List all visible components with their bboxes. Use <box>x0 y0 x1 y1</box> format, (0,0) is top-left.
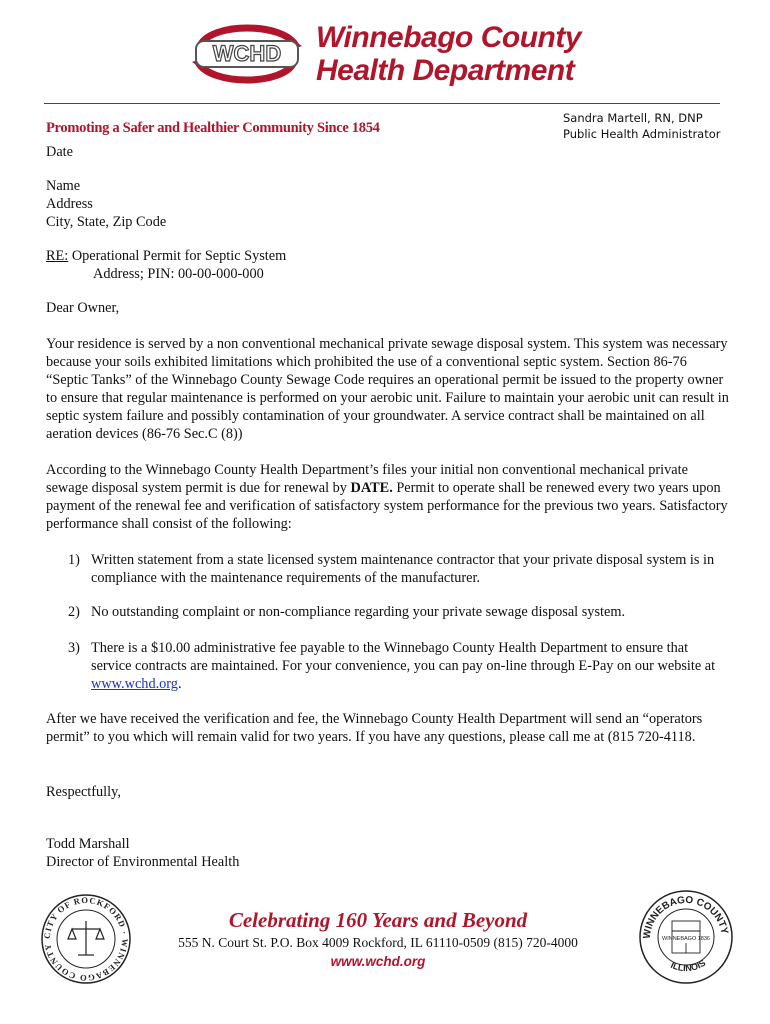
recipient-name: Name <box>46 178 81 194</box>
paragraph-1: Your residence is served by a non conventional mechanical private sewage disposal system. This system was necessary because your soils exhibited limitations which prohibited the use of a conventional septic system. Section 86-76 “Septic Tanks” of the Winnebago County Sewage Code requires an operational permit be issued to the property owner to ensure that regular maintenance is performed on your aerobic unit. Failure to maintain your aerobic unit can result in septic system failure and possibly contamination of your groundwater. A service contract shall be maintained on all aeration devices (86-76 Sec.C (8)) <box>46 336 729 442</box>
list-text: Written statement from a state licensed system maintenance contractor that your private disposal system is in compliance with the maintenance requirements of the manufacturer. <box>91 552 715 586</box>
footer-address: 555 N. Court St. P.O. Box 4009 Rockford, IL 61110-0509 (815) 720-4000 <box>178 935 578 950</box>
list-text-wrap <box>91 639 731 693</box>
list-number: 1) <box>68 552 80 568</box>
seal-right-top-text: WINNEBAGO COUNTY <box>641 894 730 940</box>
recipient-address: Address <box>46 196 93 212</box>
list-text: No outstanding complaint or non-compliance regarding your private sewage disposal system. <box>91 604 626 620</box>
closing: Respectfully, <box>46 784 121 800</box>
administrator-name: Sandra Martell, RN, DNP <box>563 111 703 125</box>
paragraph-2-text-a: According to the Winnebago County Health Department’s files your initial non conventional mechanical private sewage disposal system permit is due for renewal by <box>46 462 688 496</box>
signer-name: Todd Marshall <box>46 836 130 852</box>
paragraph-2 <box>46 461 730 533</box>
wchd-logo <box>186 16 308 90</box>
subject-line <box>46 247 730 265</box>
scales-icon <box>68 921 104 955</box>
letter-date: Date <box>46 144 73 160</box>
seal-right-bottom-text: ILLINOIS <box>669 957 708 974</box>
paragraph-2-text-b: Permit to operate shall be renewed every two years upon payment of the renewal fee and verification of satisfactory system performance for the previous two years. Satisfactory performance shall consist of the following: <box>46 480 728 532</box>
greeting: Dear Owner, <box>46 300 120 316</box>
header-divider <box>44 103 720 104</box>
org-name-line2: Health Department <box>316 54 575 87</box>
logo-text: WCHD <box>212 41 282 66</box>
org-name-line1: Winnebago County <box>316 21 582 54</box>
list-number: 2) <box>68 604 80 620</box>
renewal-date: DATE. <box>350 480 393 496</box>
rockford-seal <box>40 893 132 985</box>
list-number: 3) <box>68 640 80 656</box>
subject-text: Operational Permit for Septic System <box>68 248 287 264</box>
paragraph-3: After we have received the verification and fee, the Winnebago County Health Department will send an “operators permit” to you which will remain valid for two years. If you have any questions, please call me at (815 720-4118. <box>46 711 703 745</box>
list-text-end: . <box>177 676 182 692</box>
signer-title: Director of Environmental Health <box>46 854 240 870</box>
svg-text:ILLINOIS <box>669 958 707 974</box>
website-link[interactable]: www.wchd.org <box>91 676 178 692</box>
seal-right-center-text: WINNEBAGO 1836 <box>662 936 710 942</box>
subject-address: Address; PIN: 00-00-000-000 <box>93 266 264 282</box>
footer-website[interactable]: www.wchd.org <box>330 954 426 969</box>
seal-left-text: CITY OF ROCKFORD · WINNEBAGO COUNTY <box>41 894 131 984</box>
svg-text:WINNEBAGO COUNTY <box>642 895 730 940</box>
administrator-title: Public Health Administrator <box>563 127 721 141</box>
subject-label: RE: <box>46 248 69 264</box>
winnebago-county-seal <box>638 889 734 985</box>
celebrate-text: Celebrating 160 Years and Beyond <box>228 908 528 932</box>
list-text: There is a $10.00 administrative fee payable to the Winnebago County Health Department to ensure that service contracts are maintained. For your convenience, you can pay on-line through E-Pay on our website at <box>91 640 716 674</box>
celebrate-banner <box>158 908 598 933</box>
recipient-city: City, State, Zip Code <box>46 214 167 230</box>
tagline: Promoting a Safer and Healthier Community Since 1854 <box>46 120 380 136</box>
recipient-block <box>46 177 730 231</box>
